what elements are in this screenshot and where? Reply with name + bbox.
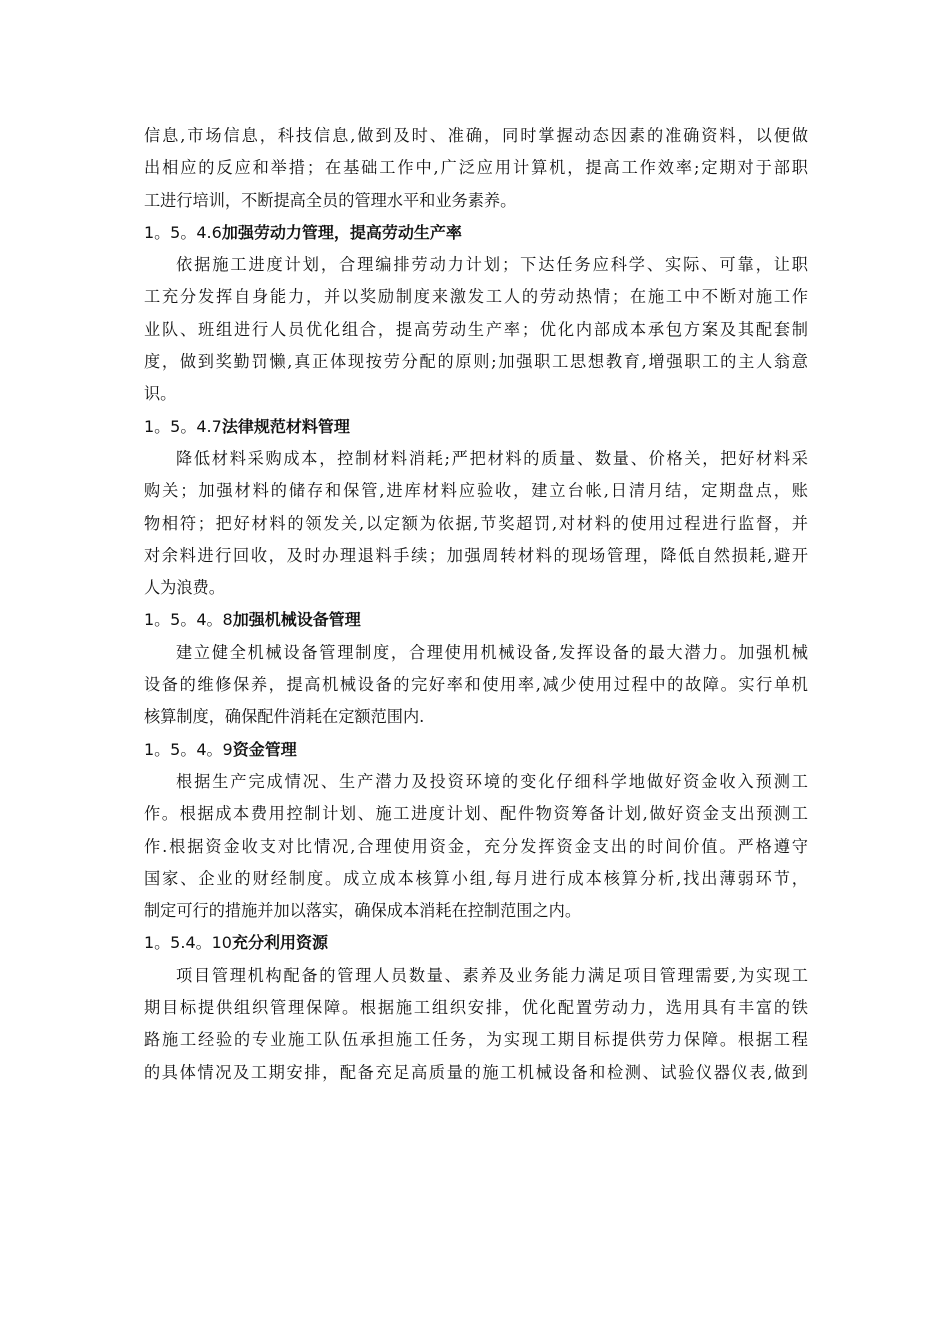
section-heading xyxy=(144,217,808,249)
section-heading xyxy=(144,604,808,636)
text-line: 人为浪费。 xyxy=(144,578,225,598)
text-line: 国家、企业的财经制度。成立成本核算小组,每月进行成本核算分析,找出薄弱环节， xyxy=(144,868,808,888)
paragraph xyxy=(144,443,808,604)
text-line: 度，做到奖勤罚懒,真正体现按劳分配的原则;加强职工思想教育,增强职工的主人翁意 xyxy=(144,352,808,372)
text-line: 物相符；把好材料的领发关,以定额为依据,节奖超罚,对材料的使用过程进行监督，并 xyxy=(144,513,808,533)
section-title: 加强劳动力管理，提高劳动生产率 xyxy=(221,222,462,242)
document-page xyxy=(144,120,808,1089)
text-line: 降低材料采购成本，控制材料消耗;严把材料的质量、数量、价格关，把好材料采 xyxy=(176,448,808,468)
paragraph xyxy=(144,249,808,410)
text-line: 出相应的反应和举措；在基础工作中,广泛应用计算机，提高工作效率;定期对于部职 xyxy=(144,158,808,178)
paragraph xyxy=(144,120,808,217)
section-heading xyxy=(144,927,808,959)
text-line: 路施工经验的专业施工队伍承担施工任务，为实现工期目标提供劳力保障。根据工程 xyxy=(144,1030,808,1050)
text-line: 工进行培训，不断提高全员的管理水平和业务素养。 xyxy=(144,190,517,210)
paragraph xyxy=(144,637,808,734)
text-line: 的具体情况及工期安排，配备充足高质量的施工机械设备和检测、试验仪器仪表,做到 xyxy=(144,1062,808,1082)
section-number: 1。5.4。10 xyxy=(144,933,232,953)
text-line: 作。根据成本费用控制计划、施工进度计划、配件物资筹备计划,做好资金支出预测工 xyxy=(144,804,808,824)
text-line: 作.根据资金收支对比情况,合理使用资金，充分发挥资金支出的时间价值。严格遵守 xyxy=(144,836,808,856)
paragraph xyxy=(144,960,808,1089)
section-heading xyxy=(144,411,808,443)
section-number: 1。5。4。8 xyxy=(144,610,233,630)
text-line: 业队、班组进行人员优化组合，提高劳动生产率；优化内部成本承包方案及其配套制 xyxy=(144,319,808,339)
section-title: 法律规范材料管理 xyxy=(221,416,350,436)
text-line: 期目标提供组织管理保障。根据施工组织安排，优化配置劳动力，选用具有丰富的铁 xyxy=(144,998,808,1018)
text-line: 核算制度，确保配件消耗在定额范围内. xyxy=(144,707,425,727)
section-title: 充分利用资源 xyxy=(232,933,329,953)
text-line: 项目管理机构配备的管理人员数量、素养及业务能力满足项目管理需要,为实现工 xyxy=(176,965,808,985)
text-line: 识。 xyxy=(144,384,177,404)
section-number: 1。5。4.6 xyxy=(144,222,222,242)
paragraph xyxy=(144,766,808,927)
text-line: 对余料进行回收，及时办理退料手续；加强周转材料的现场管理，降低自然损耗,避开 xyxy=(144,545,808,565)
section-title: 加强机械设备管理 xyxy=(232,610,361,630)
text-line: 根据生产完成情况、生产潜力及投资环境的变化仔细科学地做好资金收入预测工 xyxy=(176,771,808,791)
text-line: 信息,市场信息，科技信息,做到及时、准确，同时掌握动态因素的准确资料，以便做 xyxy=(144,126,808,145)
text-line: 建立健全机械设备管理制度，合理使用机械设备,发挥设备的最大潜力。加强机械 xyxy=(176,642,808,662)
section-title: 资金管理 xyxy=(232,739,297,759)
text-line: 购关；加强材料的储存和保管,进库材料应验收，建立台帐,日清月结，定期盘点，账 xyxy=(144,481,808,501)
text-line: 设备的维修保养，提高机械设备的完好率和使用率,减少使用过程中的故障。实行单机 xyxy=(144,675,808,695)
text-line: 工充分发挥自身能力，并以奖励制度来激发工人的劳动热情；在施工中不断对施工作 xyxy=(144,287,808,307)
text-line: 制定可行的措施并加以落实，确保成本消耗在控制范围之内。 xyxy=(144,901,582,921)
section-heading xyxy=(144,734,808,766)
section-number: 1。5。4。9 xyxy=(144,739,233,759)
text-line: 依据施工进度计划，合理编排劳动力计划；下达任务应科学、实际、可靠，让职 xyxy=(176,255,808,275)
section-number: 1。5。4.7 xyxy=(144,416,222,436)
